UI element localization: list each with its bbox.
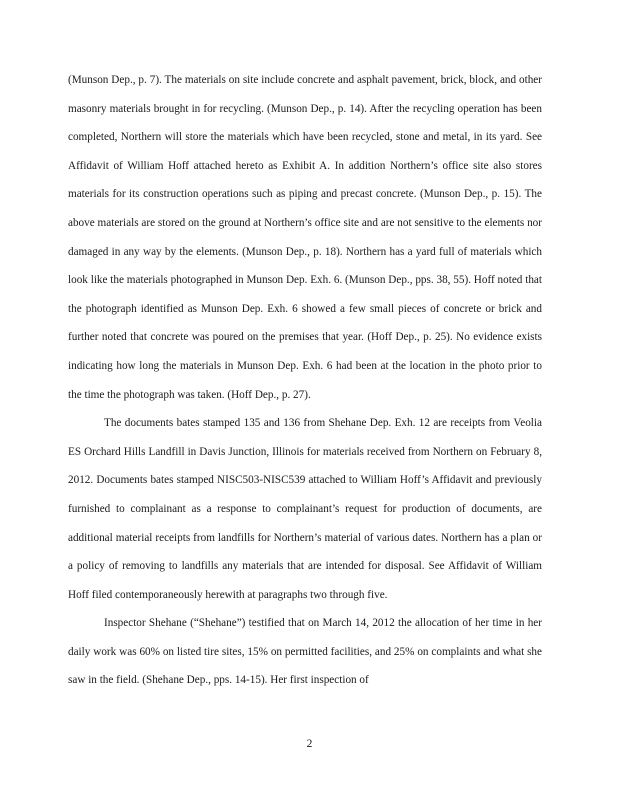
paragraph-inspector-shehane: Inspector Shehane (“Shehane”) testified that on March 14, 2012 the allocation of her time in her daily work was 60% on listed tire sites, 15% on permitted facilities, and 25% on complaints and what she saw in the field. (Shehane Dep., pps. 14-15). Her first inspection of: [68, 617, 542, 687]
paragraph-landfill-receipts: The documents bates stamped 135 and 136 from Shehane Dep. Exh. 12 are receipts from Veolia ES Orchard Hills Landfill in Davis Junction, Illinois for materials received from Northern on February 8, 2012. Documents bates stamped NISC503-NISC539 attached to William Hoff’s Affidavit and previously furnished to complainant as a response to complainant’s request for production of documents, are additional material receipts from landfills for Northern’s material of various dates. Northern has a plan or a policy of removing to landfills any materials that are intended for disposal. See Affidavit of William Hoff filed contemporaneously herewith at paragraphs two through five.: [68, 417, 542, 601]
document-body: [68, 66, 542, 695]
page-number: 2: [306, 738, 313, 750]
paragraph-continuation: (Munson Dep., p. 7). The materials on site include concrete and asphalt pavement, brick, block, and other masonry materials brought in for recycling. (Munson Dep., p. 14). After the recycling operation has been completed, Northern will store the materials which have been recycled, stone and metal, in its yard. See Affidavit of William Hoff attached hereto as Exhibit A. In addition Northern’s office site also stores materials for its construction operations such as piping and precast concrete. (Munson Dep., p. 15). The above materials are stored on the ground at Northern’s office site and are not sensitive to the elements nor damaged in any way by the elements. (Munson Dep., p. 18). Northern has a yard full of materials which look like the materials photographed in Munson Dep. Exh. 6. (Munson Dep., pps. 38, 55). Hoff noted that the photograph identified as Munson Dep. Exh. 6 showed a few small pieces of concrete or brick and further noted that concrete was poured on the premises that year. (Hoff Dep., p. 25). No evidence exists indicating how long the materials in Munson Dep. Exh. 6 had been at the location in the photo prior to the time the photograph was taken. (Hoff Dep., p. 27).: [68, 74, 542, 401]
